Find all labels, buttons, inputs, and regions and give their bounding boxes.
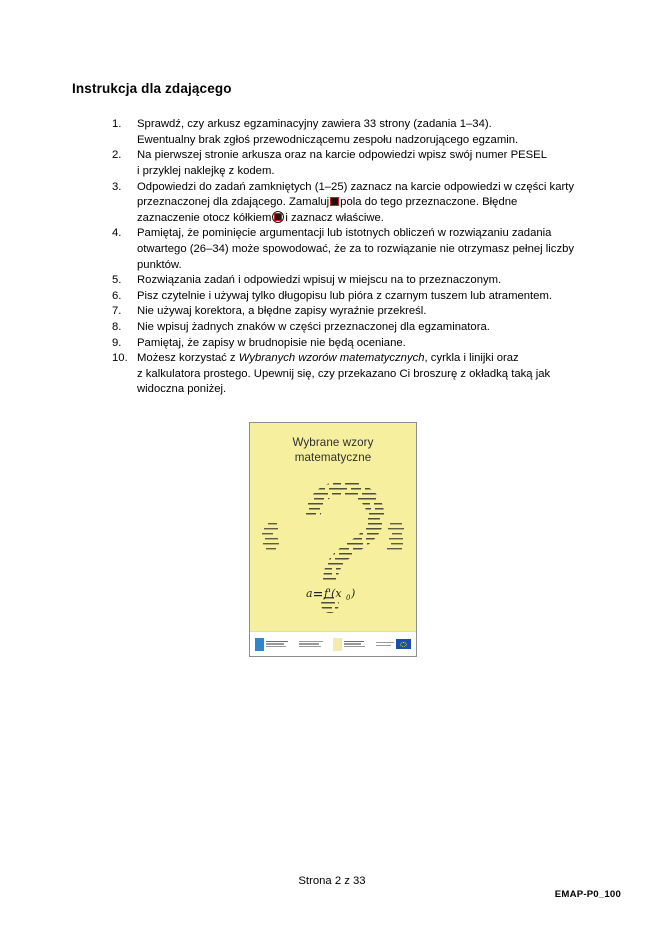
list-item-body — [137, 226, 622, 273]
mein-logo — [255, 638, 288, 651]
list-item-line: Pamiętaj, że pominięcie argumentacji lub istotnych obliczeń w rozwiązaniu zadania — [137, 227, 552, 240]
list-item — [112, 148, 622, 179]
list-item-number: 4. — [112, 227, 122, 240]
list-item-body — [137, 289, 622, 305]
logo-mark-icon — [255, 638, 264, 651]
list-item — [112, 336, 622, 352]
list-item-line: i przyklej naklejkę z kodem. — [137, 165, 275, 178]
list-item-line: Sprawdź, czy arkusz egzaminacyjny zawiera 33 strony (zadania 1–34). — [137, 118, 492, 131]
list-item-line: Na pierwszej stronie arkusza oraz na karcie odpowiedzi wpisz swój numer PESEL — [137, 149, 548, 162]
eu-flag-logo — [376, 639, 411, 649]
line-text-after: i zaznacz właściwe. — [285, 211, 384, 224]
list-item-body — [137, 273, 622, 289]
list-item-line — [137, 351, 622, 367]
eu-flag-icon — [396, 639, 411, 649]
list-item-body — [137, 304, 622, 320]
list-item — [112, 117, 622, 148]
circled-square-mark-icon — [272, 211, 284, 223]
line-text-before: Możesz korzystać z — [137, 352, 236, 365]
list-item-line: Odpowiedzi do zadań zamkniętych (1–25) zaznacz na karcie odpowiedzi w części karty — [137, 180, 575, 193]
logo-text-lines — [344, 641, 365, 648]
line-text-before: zaznaczenie otocz kółkiem — [137, 211, 272, 224]
sheet-code: EMAP-P0_100 — [554, 889, 621, 900]
logo-text-lines — [266, 641, 288, 648]
list-item-line: Rozwiązania zadań i odpowiedzi wpisuj w miejscu na to przeznaczonym. — [137, 274, 502, 287]
square-fill-icon — [274, 213, 282, 221]
list-item-line: Pamiętaj, że zapisy w brudnopisie nie będą oceniane. — [137, 336, 406, 349]
booklet-logo-strip — [250, 631, 416, 656]
list-item — [112, 351, 622, 398]
list-item-number: 1. — [112, 118, 122, 131]
list-item-line: widoczna poniżej. — [137, 383, 227, 396]
list-item — [112, 273, 622, 289]
list-item-body — [137, 320, 622, 336]
list-item-line: Nie wpisuj żadnych znaków w części przeznaczonej dla egzaminatora. — [137, 321, 490, 334]
line-text-before: przeznaczonej dla zdającego. Zamaluj — [137, 196, 330, 209]
list-item-line: punktów. — [137, 258, 182, 271]
list-item-number: 9. — [112, 336, 122, 349]
filled-square-mark-icon — [330, 197, 339, 206]
booklet-title-line-2: matematyczne — [294, 450, 372, 464]
list-item — [112, 226, 622, 273]
logo-text-lines — [376, 642, 394, 646]
svg-text:): ) — [351, 587, 356, 600]
list-item-number: 5. — [112, 274, 122, 287]
list-item-body — [137, 148, 622, 179]
list-item-line — [137, 211, 622, 227]
cke-logo — [299, 641, 323, 648]
list-item-body — [137, 117, 622, 148]
line-text-after: , cyrkla i linijki oraz — [424, 352, 519, 365]
formula-booklet-cover-image — [249, 422, 417, 657]
svg-text:a: a — [306, 587, 313, 600]
list-item-line: Ewentualny brak zgłoś przewodniczącemu zespołu nadzorującego egzamin. — [137, 133, 519, 146]
logo-mark-icon — [333, 638, 342, 651]
list-item-number: 10. — [112, 352, 128, 365]
list-item-line: otwartego (26–34) może spowodować, że za to rozwiązanie nie otrzymasz pełnej liczby — [137, 243, 575, 256]
formula-booklet-title-reference: Wybranych wzorów matematycznych — [238, 352, 425, 365]
list-item-body — [137, 336, 622, 352]
list-item — [112, 180, 622, 227]
list-item-number: 3. — [112, 180, 122, 193]
list-item — [112, 289, 622, 305]
logo-text-lines — [299, 641, 323, 648]
booklet-title-line-1: Wybrane wzory — [292, 436, 374, 449]
list-item-number: 6. — [112, 289, 122, 302]
list-item-body — [137, 180, 622, 227]
line-text-after: pola do tego przeznaczone. Błędne — [340, 196, 518, 209]
list-item-number: 2. — [112, 149, 122, 162]
instruction-list — [72, 117, 622, 398]
oke-logo — [333, 638, 365, 651]
list-item — [112, 320, 622, 336]
list-item — [112, 304, 622, 320]
svg-text:f'(x: f'(x — [324, 587, 342, 600]
list-item-number: 8. — [112, 321, 122, 334]
list-item-line: Nie używaj korektora, a błędne zapisy wyraźnie przekreśl. — [137, 305, 427, 318]
page-footer: Strona 2 z 33 — [298, 875, 366, 887]
list-item-body — [137, 351, 622, 398]
page-title: Instrukcja dla zdającego — [72, 81, 232, 97]
list-item-line: z kalkulatora prostego. Upewnij się, czy przekazano Ci broszurę z okładką taką jak — [137, 367, 551, 380]
list-item-line: Pisz czytelnie i używaj tylko długopisu lub pióra z czarnym tuszem lub atramentem. — [137, 289, 553, 302]
list-item-number: 7. — [112, 305, 122, 318]
booklet-cover-title — [250, 436, 416, 465]
question-mark-formula-artwork — [250, 471, 416, 628]
list-item-line — [137, 195, 622, 211]
svg-text:0: 0 — [346, 594, 351, 602]
